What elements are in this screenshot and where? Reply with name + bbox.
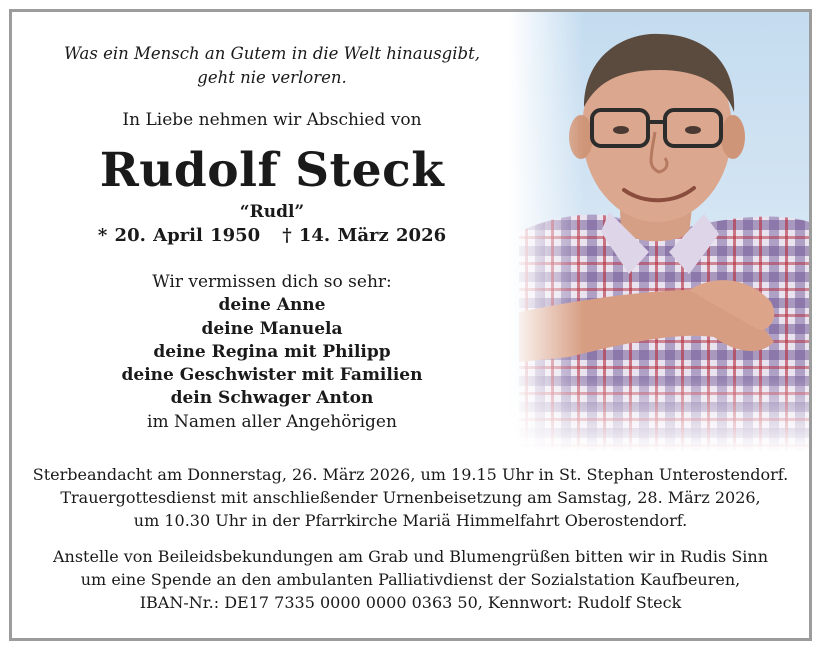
service-line: um 10.30 Uhr in der Pfarrkirche Mariä Himmelfahrt Oberostendorf.	[133, 511, 688, 530]
mourners-closing: im Namen aller Angehörigen	[147, 411, 397, 432]
life-dates	[12, 225, 532, 246]
quote-line: geht nie verloren.	[197, 68, 347, 87]
mourner-name: deine Manuela	[201, 318, 343, 339]
deceased-name: Rudolf Steck	[99, 143, 445, 198]
mourner-name: dein Schwager Anton	[170, 388, 374, 409]
mourner-name: deine Geschwister mit Familien	[121, 365, 423, 386]
mourner-name: deine Anne	[218, 295, 326, 316]
deceased-nickname: “Rudl”	[239, 202, 305, 222]
mourner-name: deine Regina mit Philipp	[153, 341, 391, 362]
obituary-frame	[9, 9, 812, 641]
quote-line: Was ein Mensch an Gutem in die Welt hinausgibt,	[64, 44, 480, 63]
service-line: Sterbeandacht am Donnerstag, 26. März 2026, um 19.15 Uhr in St. Stephan Unterostendorf.	[32, 465, 789, 484]
farewell-intro: In Liebe nehmen wir Abschied von	[122, 110, 422, 130]
donation-line: IBAN-Nr.: DE17 7335 0000 0000 0363 50, Kennwort: Rudolf Steck	[139, 593, 682, 612]
portrait-photo	[509, 12, 809, 452]
mourners-intro: Wir vermissen dich so sehr:	[152, 272, 392, 292]
donation-details	[12, 545, 809, 614]
death-date: † 14. März 2026	[282, 225, 447, 246]
donation-line: um eine Spende an den ambulanten Palliativdienst der Sozialstation Kaufbeuren,	[80, 570, 741, 589]
service-line: Trauergottesdienst mit anschließender Urnenbeisetzung am Samstag, 28. März 2026,	[60, 488, 761, 507]
birth-date: * 20. April 1950	[97, 225, 261, 246]
service-details	[12, 463, 809, 532]
memorial-quote	[12, 42, 532, 90]
donation-line: Anstelle von Beileidsbekundungen am Grab und Blumengrüßen bitten wir in Rudis Sinn	[52, 547, 768, 566]
mourners-block	[12, 271, 532, 434]
